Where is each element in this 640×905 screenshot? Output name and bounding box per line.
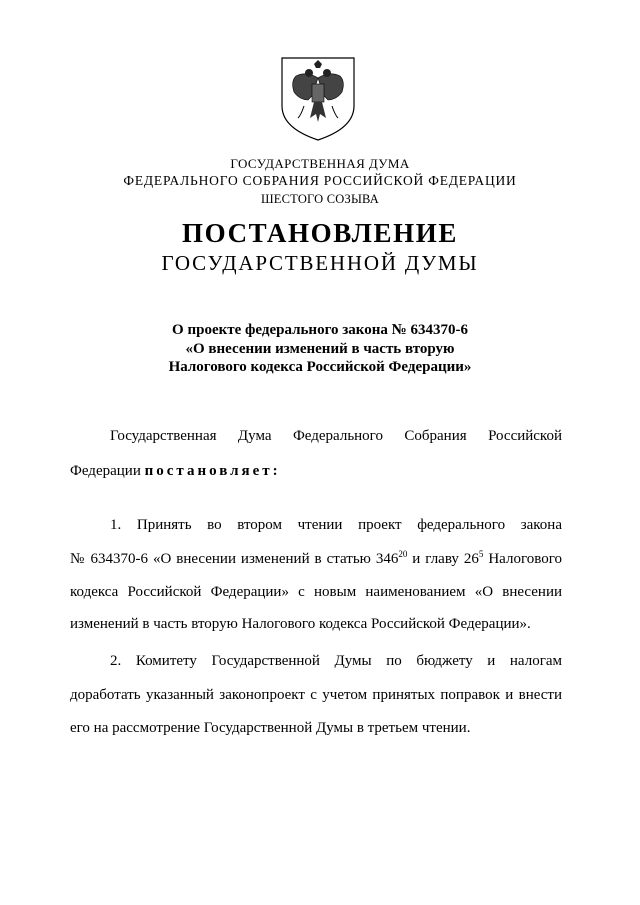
item2-line-3: его на рассмотрение Государственной Думы в третьем чтении. [70,720,471,736]
item1-line-2 [70,549,562,569]
item1-text-a: № 634370-6 «О внесении изменений в статью 346 [70,551,399,567]
chapter-superscript: 5 [478,549,484,559]
header-line-convocation: ШЕСТОГО СОЗЫВА [260,192,380,206]
item2-line-2: доработать указанный законопроект с учетом принятых поправок и внести [70,687,562,703]
resolves-word: постановляет: [144,463,281,479]
document-title: ПОСТАНОВЛЕНИЕ [182,218,458,248]
double-headed-eagle-icon [278,56,358,142]
preamble-text: Федерации [70,463,145,479]
subject-line-1: О проекте федерального закона № 634370-6 [172,322,468,338]
document-subtitle: ГОСУДАРСТВЕННОЙ ДУМЫ [161,251,479,275]
header-line-assembly: ФЕДЕРАЛЬНОГО СОБРАНИЯ РОССИЙСКОЙ ФЕДЕРАЦИИ [123,173,517,188]
item1-line-1: 1. Принять во втором чтении проект федерального закона [110,517,562,533]
header-line-duma: ГОСУДАРСТВЕННАЯ ДУМА [230,156,410,171]
item1-line-3: кодекса Российской Федерации» с новым наименованием «О внесении [70,584,562,600]
coat-of-arms-emblem [278,56,358,142]
item1-text-b: и главу 26 [407,551,479,567]
preamble-line-2 [70,461,562,481]
article-superscript: 20 [398,549,408,559]
preamble-line-1: Государственная Дума Федерального Собрания Российской [110,428,562,444]
subject-line-2: «О внесении изменений в часть вторую [185,341,455,357]
item2-line-1: 2. Комитету Государственной Думы по бюджету и налогам [110,653,562,669]
subject-line-3: Налогового кодекса Российской Федерации» [168,359,472,375]
item1-text-c: Налогового [483,551,562,567]
item1-line-4: изменений в часть вторую Налогового кодекса Российской Федерации». [70,616,531,632]
